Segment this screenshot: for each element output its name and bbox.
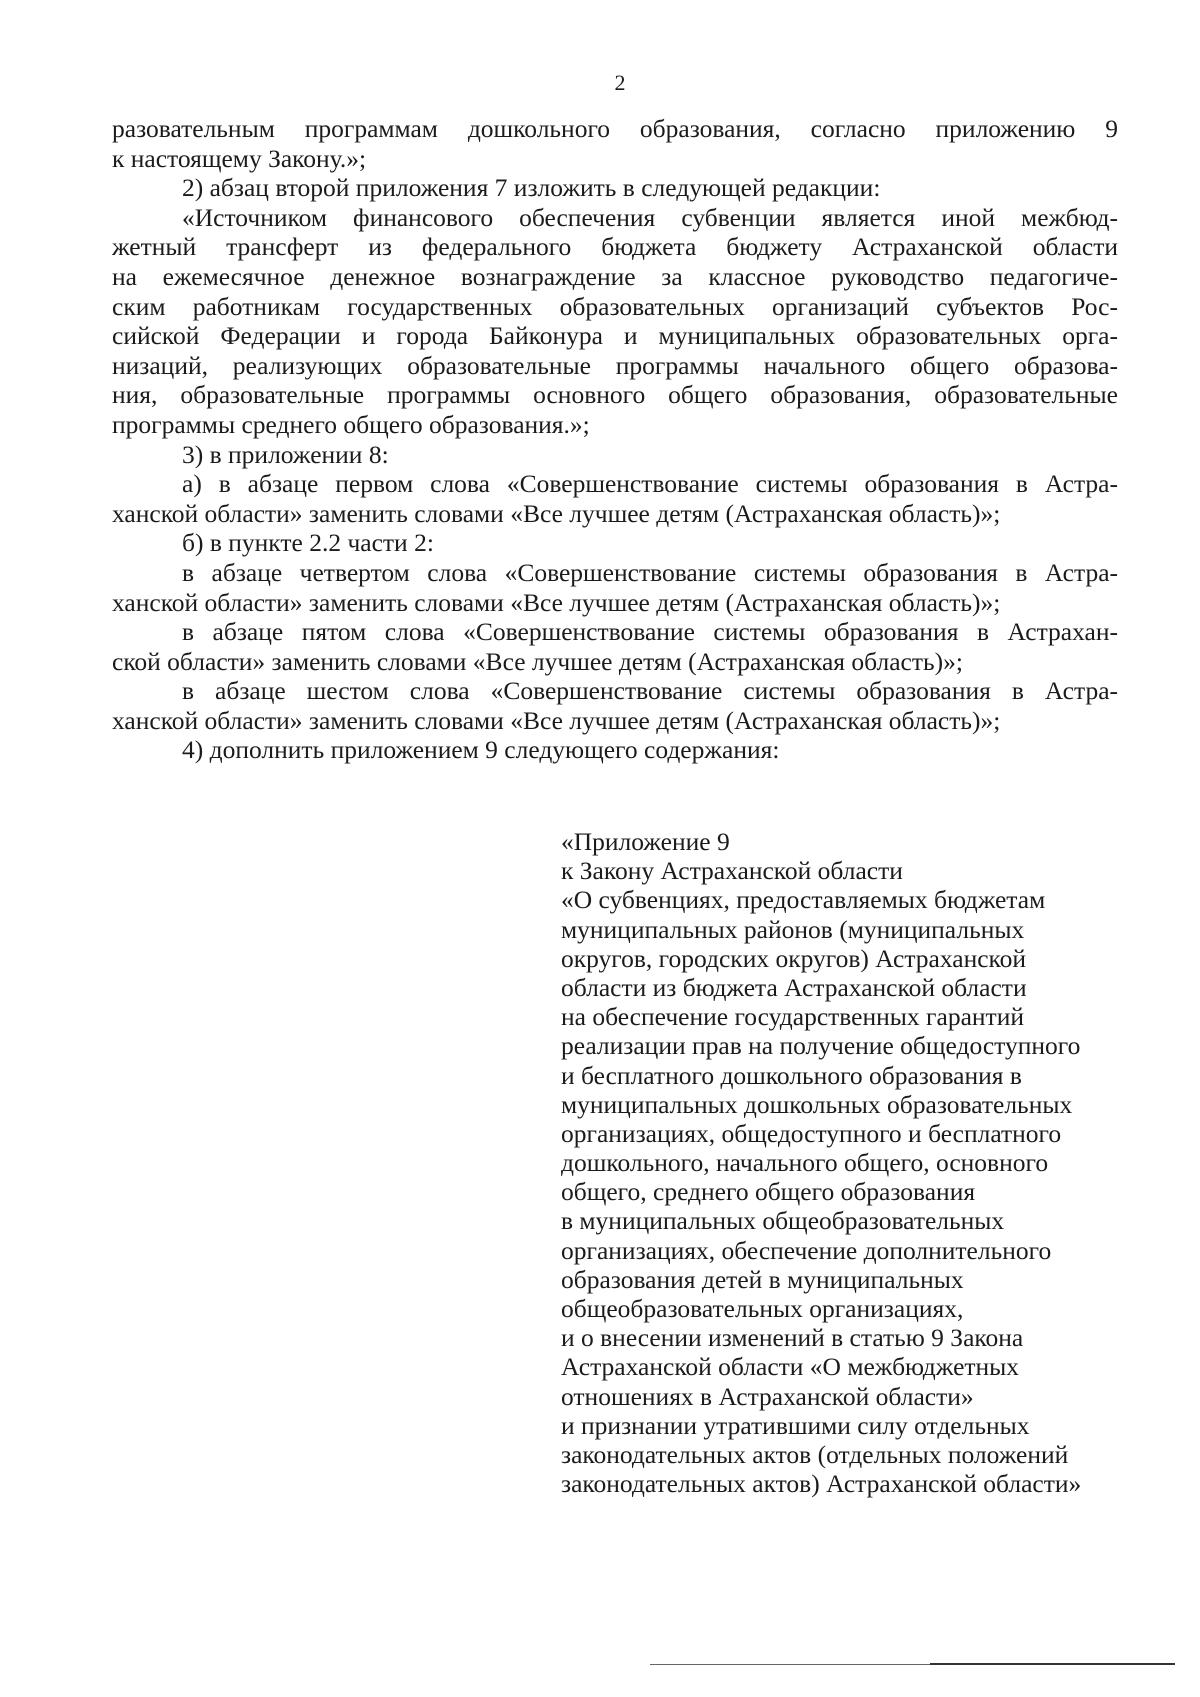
appendix-line: законодательных актов (отдельных положений bbox=[561, 1439, 1069, 1469]
body-line: сийской Федерации и города Байконура и муниципальных образовательных орга- bbox=[112, 321, 1118, 351]
appendix-line: реализации прав на получение общедоступного bbox=[561, 1031, 1081, 1061]
appendix-line: в муниципальных общеобразовательных bbox=[561, 1206, 1005, 1236]
body-line: ханской области» заменить словами «Все лучшее детям (Астраханская область)»; bbox=[112, 498, 1001, 528]
appendix-line: округов, городских округов) Астраханской bbox=[561, 943, 1027, 973]
appendix-line: и о внесении изменений в статью 9 Закона bbox=[561, 1323, 1024, 1353]
appendix-line: и признании утратившими силу отдельных bbox=[561, 1410, 1030, 1440]
appendix-line: общеобразовательных организациях, bbox=[561, 1294, 964, 1323]
body-line: в абзаце пятом слова «Совершенствование системы образования в Астрахан- bbox=[182, 617, 1118, 647]
appendix-line: к Закону Астраханской области bbox=[561, 856, 903, 886]
body-line: «Источником финансового обеспечения субвенции является иной межбюд- bbox=[182, 202, 1118, 232]
appendix-heading bbox=[561, 827, 1121, 1498]
body-line: жетный трансферт из федерального бюджета бюджету Астраханской области bbox=[112, 232, 1118, 262]
appendix-line: области из бюджета Астраханской области bbox=[561, 972, 1027, 1002]
body-text bbox=[112, 114, 1118, 765]
body-line: к настоящему Закону.»; bbox=[112, 143, 367, 173]
appendix-line: муниципальных дошкольных образовательных bbox=[561, 1089, 1073, 1119]
body-line: а) в абзаце первом слова «Совершенствование системы образования в Астра- bbox=[182, 469, 1118, 499]
appendix-line: организациях, общедоступного и бесплатного bbox=[561, 1118, 1062, 1148]
appendix-line: организациях, обеспечение дополнительного bbox=[561, 1235, 1052, 1265]
body-line: на ежемесячное денежное вознаграждение за классное руководство педагогиче- bbox=[112, 261, 1118, 291]
appendix-line: дошкольного, начального общего, основного bbox=[561, 1148, 1049, 1178]
appendix-line: «О субвенциях, предоставляемых бюджетам bbox=[561, 885, 1046, 915]
body-line: в абзаце шестом слова «Совершенствование системы образования в Астра- bbox=[182, 676, 1118, 706]
body-line: ским работникам государственных образовательных организаций субъектов Рос- bbox=[112, 291, 1118, 321]
appendix-line: отношениях в Астраханской области» bbox=[561, 1381, 974, 1411]
body-line: ния, образовательные программы основного общего образования, образовательные bbox=[112, 380, 1118, 410]
appendix-line: и бесплатного дошкольного образования в bbox=[561, 1060, 1022, 1090]
body-line: 2) абзац второй приложения 7 изложить в следующей редакции: bbox=[182, 173, 881, 203]
appendix-line: Астраханской области «О межбюджетных bbox=[561, 1352, 1020, 1382]
body-line: 3) в приложении 8: bbox=[182, 439, 389, 469]
appendix-line: муниципальных районов (муниципальных bbox=[561, 914, 1025, 944]
body-line: в абзаце четвертом слова «Совершенствование системы образования в Астра- bbox=[182, 557, 1118, 587]
body-line: ской области» заменить словами «Все лучшее детям (Астраханская область)»; bbox=[112, 646, 963, 676]
body-line: разовательным программам дошкольного образования, согласно приложению 9 bbox=[112, 114, 1118, 143]
body-line: программы среднего общего образования.»; bbox=[112, 409, 590, 439]
appendix-line: «Приложение 9 bbox=[561, 827, 730, 856]
appendix-line: законодательных актов) Астраханской области» bbox=[561, 1469, 1082, 1499]
body-line: низаций, реализующих образовательные программы начального общего образова- bbox=[112, 350, 1118, 380]
bottom-scan-rule-dark bbox=[930, 1663, 1175, 1665]
appendix-line: образования детей в муниципальных bbox=[561, 1264, 964, 1294]
body-line: ханской области» заменить словами «Все лучшее детям (Астраханская область)»; bbox=[112, 705, 1001, 735]
body-line: ханской области» заменить словами «Все лучшее детям (Астраханская область)»; bbox=[112, 587, 1001, 617]
page-number: 2 bbox=[614, 70, 626, 95]
body-line: 4) дополнить приложением 9 следующего содержания: bbox=[182, 735, 780, 765]
appendix-line: на обеспечение государственных гарантий bbox=[561, 1002, 1024, 1032]
body-line: б) в пункте 2.2 части 2: bbox=[182, 528, 434, 558]
appendix-line: общего, среднего общего образования bbox=[561, 1177, 976, 1207]
